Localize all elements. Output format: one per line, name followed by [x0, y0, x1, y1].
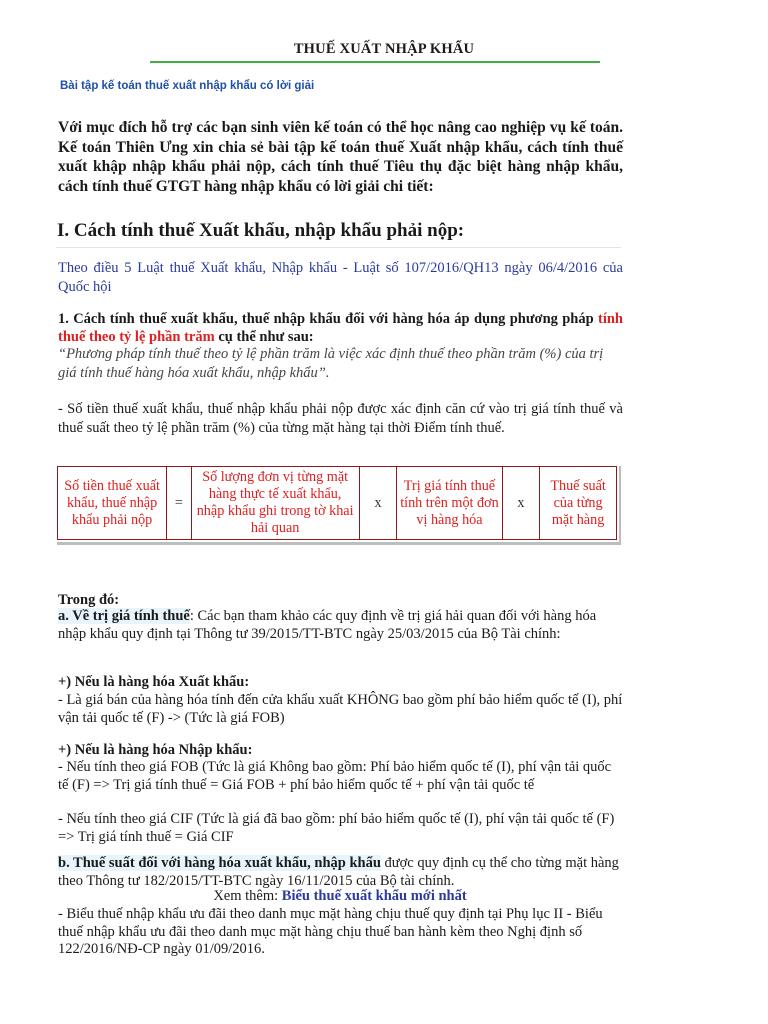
legal-basis-paragraph: Theo điều 5 Luật thuế Xuất khẩu, Nhập khẩu - Luật số 107/2016/QH13 ngày 06/4/2016 của Quốc hội	[58, 260, 623, 295]
heading-divider	[56, 247, 621, 248]
import-cif-text: - Nếu tính theo giá CIF (Tức là giá đã bao gồm: phí bảo hiểm quốc tế (I), phí vận tải quốc tế (F) => Trị giá tính thuế = Giá CIF	[58, 811, 615, 845]
title-divider	[150, 61, 600, 63]
section-a-paragraph	[58, 608, 623, 643]
export-heading: +) Nếu là hàng hóa Xuất khẩu:	[58, 674, 250, 690]
subtitle-link[interactable]: Bài tập kế toán thuế xuất nhập khẩu có lời giải	[60, 80, 315, 92]
tax-amount-paragraph: - Số tiền thuế xuất khẩu, thuế nhập khẩu phải nộp được xác định căn cứ vào trị giá tính thuế và thuế suất theo tỷ lệ phần trăm (%) của từng mặt hàng tại thời Điểm tính thuế.	[58, 401, 623, 436]
point-1-tail: cụ thể như sau:	[214, 329, 314, 345]
final-paragraph: - Biểu thuế nhập khẩu ưu đãi theo danh mục mặt hàng chịu thuế quy định tại Phụ lục II - Biểu thuế nhập khẩu ưu đãi theo danh mục mặt hàng chịu thuế ban hành kèm theo Nghị định số 122/2016/NĐ-CP ngày 01/09/2016.	[58, 906, 603, 957]
definition-quote: “Phương pháp tính thuế theo tỷ lệ phần trăm là việc xác định thuế theo phần trăm (%) của trị giá tính thuế hàng hóa xuất khẩu, nhập khẩu”.	[58, 346, 604, 381]
import-fob-text: - Nếu tính theo giá FOB (Tức là giá Không bao gồm: Phí bảo hiểm quốc tế (I), phí vận tải quốc tế (F) => Trị giá tính thuế = Giá FOB + phí bảo hiểm quốc tế + phí vận tải quốc tế	[58, 759, 612, 793]
section-heading: I. Cách tính thuế Xuất khẩu, nhập khẩu phải nộp:	[57, 220, 465, 241]
see-more-line	[0, 888, 680, 905]
section-a-text: : Các bạn tham khảo các quy định về trị giá hải quan đối với hàng hóa nhập khẩu quy định tại Thông tư 39/2015/TT-BTC ngày 25/03/2015 của Bộ Tài chính:	[58, 608, 597, 642]
formula-equals: =	[167, 467, 191, 540]
formula-times-1: x	[359, 467, 397, 540]
section-b-paragraph	[58, 855, 623, 890]
intro-paragraph: Với mục đích hỗ trợ các bạn sinh viên kế toán có thể học nâng cao nghiệp vụ kế toán. Kế toán Thiên Ưng xin chia sẻ bài tập kế toán thuế Xuất nhập khẩu, cách tính thuế xuất khập nhập khẩu phải nộp, cách tính thuế Tiêu thụ đặc biệt hàng nhập khẩu, cách tính thuế GTGT hàng nhập khẩu có lời giải chi tiết:	[58, 119, 623, 195]
formula-result-cell: Số tiền thuế xuất khẩu, thuế nhập khẩu phải nộp	[58, 467, 167, 540]
formula-box	[57, 466, 621, 545]
point-1-highlight: tính thuế theo tỷ lệ phần trăm	[58, 311, 623, 345]
formula-table	[57, 466, 617, 540]
see-more-prefix: Xem thêm:	[213, 888, 282, 904]
see-more-link[interactable]: Biểu thuế xuất khẩu mới nhất	[281, 888, 467, 904]
document-title: THUẾ XUẤT NHẬP KHẨU	[293, 41, 475, 57]
import-heading: +) Nếu là hàng hóa Nhập khẩu:	[58, 742, 253, 758]
formula-times-2: x	[502, 467, 540, 540]
point-1-text: 1. Cách tính thuế xuất khẩu, thuế nhập khẩu đối với hàng hóa áp dụng phương pháp	[58, 311, 598, 327]
export-text: - Là giá bán của hàng hóa tính đến cửa khẩu xuất KHÔNG bao gồm phí bảo hiểm quốc tế (I), phí vận tải quốc tế (F) -> (Tức là giá FOB)	[58, 692, 623, 726]
section-b-label: b. Thuế suất đối với hàng hóa xuất khẩu, nhập khẩu	[58, 855, 381, 871]
section-a-label: a. Về trị giá tính thuế	[58, 608, 190, 624]
formula-quantity-cell: Số lượng đơn vị từng mặt hàng thực tế xuất khẩu, nhập khẩu ghi trong tờ khai hải quan	[191, 467, 359, 540]
section-b-text: được quy định cụ thể cho từng mặt hàng theo Thông tư 182/2015/TT-BTC ngày 16/11/2015 của Bộ tài chính.	[58, 855, 619, 889]
formula-row	[58, 467, 617, 540]
point-1-paragraph	[58, 310, 623, 346]
formula-unit-value-cell: Trị giá tính thuế tính trên một đơn vị hàng hóa	[397, 467, 502, 540]
where-label: Trong đó:	[58, 592, 120, 608]
formula-rate-cell: Thuế suất của từng mặt hàng	[540, 467, 617, 540]
